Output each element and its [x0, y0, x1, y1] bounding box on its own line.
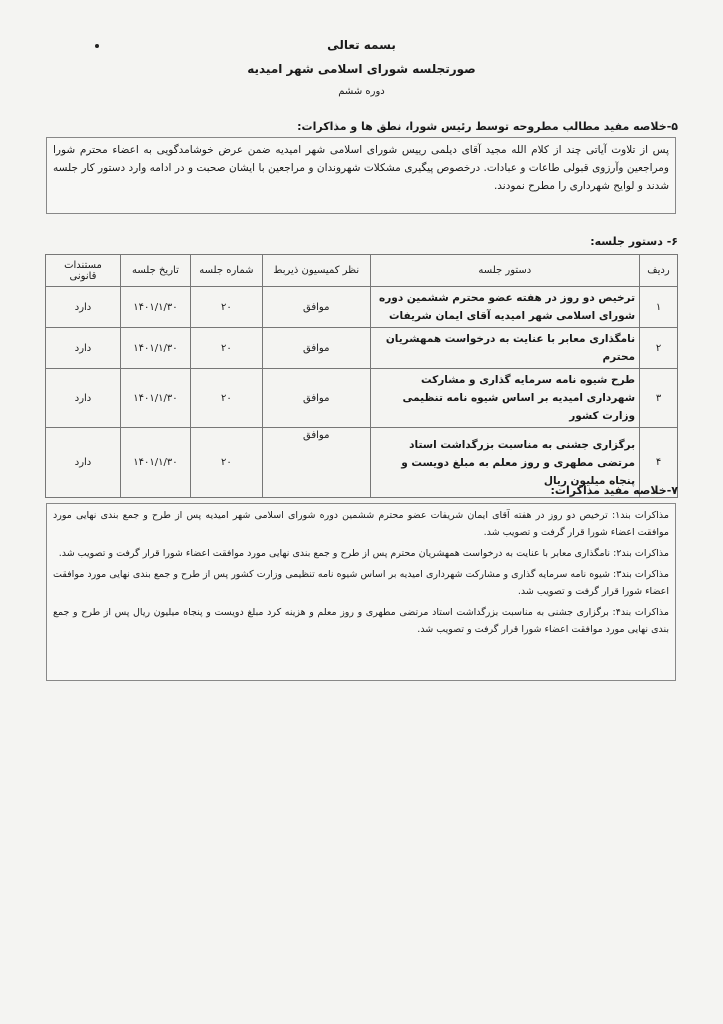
col-header: دستور جلسه	[370, 255, 639, 287]
session-number: ۲۰	[190, 369, 262, 428]
session-date: ۱۴۰۱/۱/۳۰	[120, 428, 190, 498]
table-header-row	[46, 255, 678, 287]
legal-docs: دارد	[46, 428, 121, 498]
negotiation-item: مذاکرات بند۲: نامگذاری معابر با عنایت به درخواست همهشریان محترم پس از طرح و جمع بندی نهایی مورد موافقت اعضاء شورا قرار گرفت و تصویب شد.	[58, 548, 669, 559]
agenda-table	[45, 254, 678, 498]
col-header: مستندات قانونی	[46, 255, 121, 287]
legal-docs: دارد	[46, 328, 121, 369]
section6-heading: ۶- دستور جلسه:	[590, 235, 678, 248]
council-term: دوره ششم	[338, 86, 385, 97]
table-row	[46, 287, 678, 328]
negotiation-item: مذاکرات بند۴: برگزاری جشنی به مناسبت بزرگداشت استاد مرتضی مطهری و روز معلم و هزینه کرد مبلغ دویست و پنجاه میلیون ریال پس از طرح و جمع بندی نهایی مورد موافقت اعضاء شورا قرار گرفت و تصویب شد.	[53, 607, 669, 635]
section5-body: پس از تلاوت آیاتی چند از کلام الله مجید آقای دیلمی رییس شورای اسلامی شهر امیدیه ضمن عرض خوشامدگویی به اعضاء محترم شورا ومراجعین وآرزوی قبولی طاعات و عبادات. درخصوص پیگیری مشکلات شهروندان و مراجعین با ایشان صحبت و در ادامه وارد دستور کار جلسه شدند و لوایح شهرداری را مطرح نمودند.	[53, 144, 669, 192]
session-date: ۱۴۰۱/۱/۳۰	[120, 369, 190, 428]
commission-opinion: موافق	[262, 369, 370, 428]
commission-opinion: موافق	[262, 328, 370, 369]
row-number: ۴	[640, 428, 678, 498]
agenda-item: ترخیص دو روز در هفته عضو محترم ششمین دوره شورای اسلامی شهر امیدیه آقای ایمان شریفات	[370, 287, 639, 328]
bismillah: بسمه تعالی	[327, 38, 396, 52]
section7-heading: ۷-خلاصه مفید مذاکرات:	[550, 484, 678, 497]
session-date: ۱۴۰۱/۱/۳۰	[120, 328, 190, 369]
agenda-item: نامگذاری معابر با عنایت به درخواست همهشریان محترم	[370, 328, 639, 369]
section5-heading: ۵-خلاصه مفید مطالب مطروحه توسط رئیس شورا، نطق ها و مذاکرات:	[297, 120, 678, 133]
section7-box	[46, 503, 676, 681]
session-number: ۲۰	[190, 328, 262, 369]
negotiation-item: مذاکرات بند۳: شیوه نامه سرمایه گذاری و مشارکت شهرداری امیدیه بر اساس شیوه نامه تنظیمی وزارت کشور پس از طرح و جمع بندی نهایی مورد موافقت اعضاء شورا قرار گرفت و تصویب شد.	[53, 569, 669, 597]
document-title: صورتجلسه شورای اسلامی شهر امیدیه	[247, 62, 476, 76]
agenda-item: برگزاری جشنی به مناسبت بزرگداشت استاد مرتضی مطهری و روز معلم به مبلغ دویست و پنجاه میلیون ریال	[370, 428, 639, 498]
session-number: ۲۰	[190, 428, 262, 498]
row-number: ۳	[640, 369, 678, 428]
col-header: نظر کمیسیون ذیربط	[262, 255, 370, 287]
col-header: شماره جلسه	[190, 255, 262, 287]
commission-opinion: موافق	[262, 287, 370, 328]
session-date: ۱۴۰۱/۱/۳۰	[120, 287, 190, 328]
section5-box	[46, 137, 676, 214]
col-header: ردیف	[640, 255, 678, 287]
agenda-item: طرح شیوه نامه سرمایه گذاری و مشارکت شهرداری امیدیه بر اساس شیوه نامه تنظیمی وزارت کشور	[370, 369, 639, 428]
commission-opinion: موافق	[262, 428, 370, 498]
row-number: ۱	[640, 287, 678, 328]
legal-docs: دارد	[46, 369, 121, 428]
row-number: ۲	[640, 328, 678, 369]
session-number: ۲۰	[190, 287, 262, 328]
table-row	[46, 369, 678, 428]
table-row	[46, 328, 678, 369]
negotiation-item: مذاکرات بند۱: ترخیص دو روز در هفته آقای ایمان شریفات عضو محترم ششمین دوره شورای اسلامی شهر امیدیه پس از طرح و جمع بندی نهایی مورد موافقت اعضاء شورا قرار گرفت و تصویب شد.	[53, 510, 669, 538]
col-header: تاریخ جلسه	[120, 255, 190, 287]
legal-docs: دارد	[46, 287, 121, 328]
